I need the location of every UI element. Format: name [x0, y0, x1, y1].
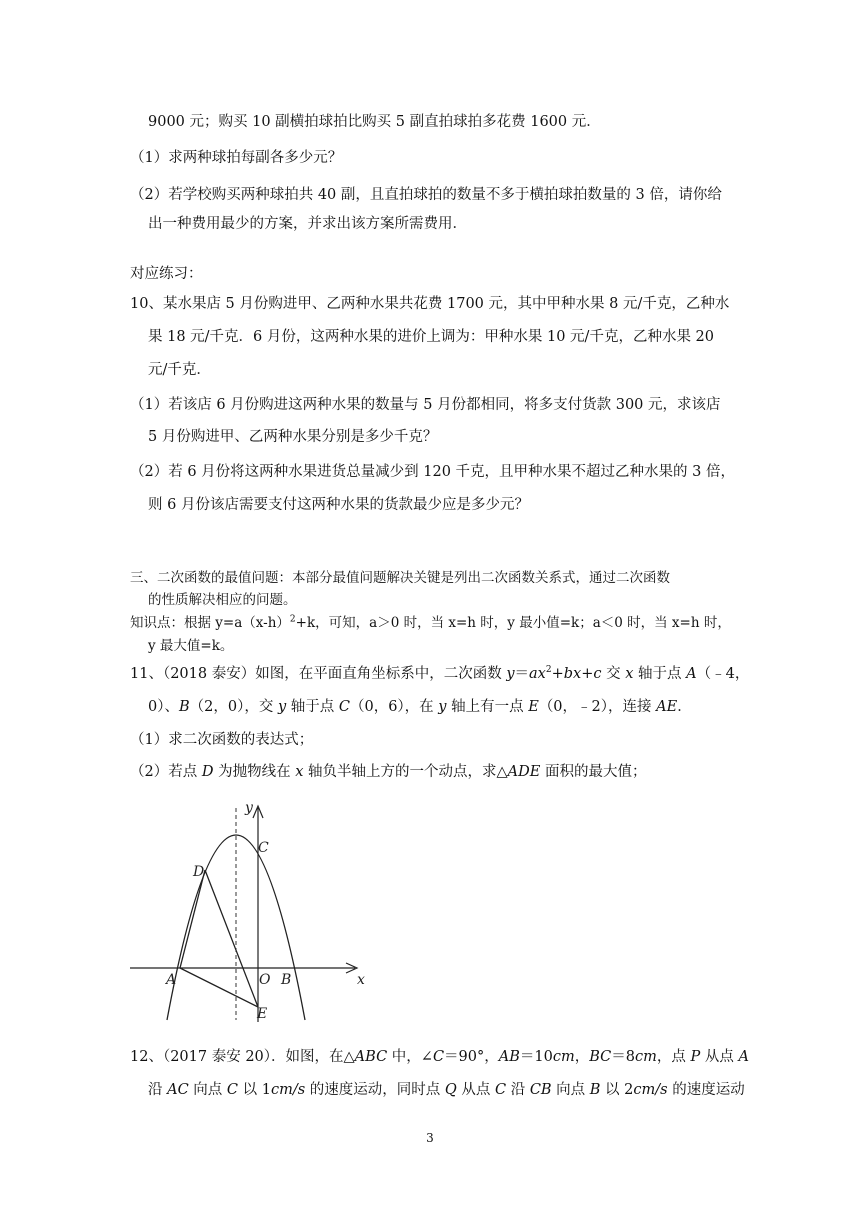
q12-l2-C2: C	[495, 1082, 507, 1098]
q11-p2-a: （2）若点	[130, 764, 202, 780]
label-y: y	[245, 800, 253, 816]
q12-l1-h: 从点	[700, 1049, 739, 1065]
q11-l2-a: 0）、	[148, 699, 179, 715]
segment-AE	[180, 968, 258, 1007]
practice-heading: 对应练习：	[130, 266, 203, 282]
q10-part2-line2: 则 6 月份该店需要支付这两种水果的货款最少应是多少元？	[148, 497, 529, 513]
q11-l1-text-c: 轴于点	[633, 666, 687, 682]
q12-l1-a: 12、（2017 泰安 20）．如图，在△	[130, 1049, 355, 1065]
q12-l2-e: 从点	[456, 1082, 495, 1098]
q12-l2-f: 沿	[506, 1082, 530, 1098]
q11-eq-bx: bx	[563, 666, 582, 682]
q12-l1-P: P	[690, 1049, 701, 1065]
q12-l1-b: 中，∠	[387, 1049, 433, 1065]
q11-l2-b: （2，0），交	[189, 699, 278, 715]
q11-l1-A: A	[686, 666, 697, 682]
section3-line1: 三、二次函数的最值问题：本部分最值问题解决关键是列出二次函数关系式，通过二次函数	[130, 570, 670, 586]
label-D: D	[193, 864, 205, 880]
q12-l2-Q: Q	[444, 1082, 457, 1098]
q12-l1-cm1: cm	[552, 1049, 575, 1065]
q11-p2-ADE: ADE	[507, 764, 541, 780]
q11-eq-ax: ax	[529, 666, 546, 682]
q9-part2-line2: 出一种费用最少的方案，并求出该方案所需费用．	[148, 216, 467, 232]
q12-l2-AC: AC	[167, 1082, 189, 1098]
q12-l2-a: 沿	[148, 1082, 168, 1098]
q12-l1-f: ＝8	[611, 1049, 635, 1065]
knowledge-text-b: +k，可知，a＞0 时，当 x=h 时，y 最小值=k；a＜0 时，当 x=h 时，	[295, 615, 731, 631]
q11-eq-y: y	[506, 666, 515, 682]
q12-line2	[148, 1080, 745, 1100]
q10-part1-line2: 5 月份购进甲、乙两种水果分别是多少千克？	[148, 429, 438, 445]
label-B: B	[281, 972, 292, 988]
q10-part2-line1: （2）若 6 月份将这两种水果进货总量减少到 120 千克，且甲种水果不超过乙种水果的 3 倍，	[130, 464, 736, 480]
q11-l2-f: （0，﹣2），连接	[538, 699, 657, 715]
q12-l2-C: C	[226, 1082, 239, 1098]
q12-l1-d: ＝10	[519, 1049, 553, 1065]
q12-l1-BC: BC	[589, 1049, 612, 1065]
q11-l2-c: 轴于点	[286, 699, 339, 715]
q12-l2-d: 的速度运动，同时点	[305, 1082, 445, 1098]
q11-eq-equals: ＝	[514, 666, 530, 682]
q9-part2-line1: （2）若学校购买两种球拍共 40 副，且直拍球拍的数量不多于横拍球拍数量的 3 倍，请你给	[130, 187, 722, 203]
q11-eq-plus1: +	[551, 666, 564, 682]
q11-eq-plus2: +	[581, 666, 594, 682]
knowledge-text-a: 知识点：根据 y=a（x-h）	[130, 615, 290, 631]
q11-p2-x: x	[295, 764, 304, 780]
label-A: A	[166, 972, 177, 988]
q12-l2-cms1: cm/s	[270, 1082, 306, 1098]
section3-line2: 的性质解决相应的问题。	[148, 592, 297, 608]
q11-l2-C: C	[338, 699, 350, 715]
label-C: C	[258, 840, 269, 856]
q12-line1	[130, 1047, 749, 1067]
q12-l1-cm2: cm	[634, 1049, 657, 1065]
q12-l2-cms2: cm/s	[633, 1082, 668, 1098]
q12-l1-AB: AB	[498, 1049, 520, 1065]
q12-l1-g: ，点	[656, 1049, 691, 1065]
q12-l2-i: 的速度运动	[667, 1082, 745, 1098]
q11-l2-B: B	[178, 699, 190, 715]
knowledge-line2: y 最大值=k。	[148, 638, 234, 654]
q12-l2-B: B	[589, 1082, 601, 1098]
q11-eq-exponent: 2	[545, 665, 552, 676]
q12-l2-b: 向点	[188, 1082, 227, 1098]
q11-l2-d: （0，6），在	[349, 699, 439, 715]
q11-l2-AE: AE	[656, 699, 678, 715]
q12-l1-c: ＝90°，	[444, 1049, 499, 1065]
q12-l1-ABC: ABC	[354, 1049, 388, 1065]
page-number: 3	[426, 1131, 434, 1145]
label-x: x	[357, 972, 365, 988]
q11-l1-text-d: （﹣4，	[696, 666, 750, 682]
q11-l2-e: 轴上有一点	[446, 699, 529, 715]
q12-l2-c: 以 1	[238, 1082, 271, 1098]
q10-part1-line1: （1）若该店 6 月份购进这两种水果的数量与 5 月份都相同，将多支付货款 300 元，求该店	[130, 397, 721, 413]
q11-l1-text-b: 交	[601, 666, 626, 682]
q9-part1: （1）求两种球拍每副各多少元？	[130, 150, 343, 166]
q9-line0: 9000 元；购买 10 副横拍球拍比购买 5 副直拍球拍多花费 1600 元．	[148, 114, 601, 130]
q11-l2-y2: y	[438, 699, 447, 715]
segment-DE	[205, 870, 258, 1007]
q12-l1-C: C	[432, 1049, 445, 1065]
knowledge-exponent: 2	[289, 614, 296, 625]
q11-p2-c: 轴负半轴上方的一个动点，求△	[303, 764, 508, 780]
q11-p2-b: 为抛物线在	[213, 764, 296, 780]
q12-l1-A: A	[738, 1049, 749, 1065]
q11-part1: （1）求二次函数的表达式；	[130, 732, 314, 748]
q11-p2-d: 面积的最大值；	[540, 764, 647, 780]
label-O: O	[259, 972, 271, 988]
q10-line3: 元/千克．	[148, 362, 211, 378]
q12-l1-e: ，	[574, 1049, 590, 1065]
q10-line1: 10、某水果店 5 月份购进甲、乙两种水果共花费 1700 元，其中甲种水果 8 元/千克，乙种水	[130, 296, 730, 312]
q11-eq-c: c	[593, 666, 602, 682]
segment-AD	[180, 870, 205, 968]
q12-l2-h: 以 2	[600, 1082, 634, 1098]
q12-l2-g: 向点	[551, 1082, 590, 1098]
q11-l2-E: E	[528, 699, 539, 715]
q11-l1-text: 11、（2018 泰安）如图，在平面直角坐标系中，二次函数	[130, 666, 507, 682]
q11-l2-y: y	[277, 699, 287, 715]
q11-p2-D: D	[201, 764, 214, 780]
q10-line2: 果 18 元/千克．6 月份，这两种水果的进价上调为：甲种水果 10 元/千克，乙种水果 20	[148, 329, 714, 345]
q11-l1-x: x	[625, 666, 634, 682]
q12-l2-CB: CB	[529, 1082, 552, 1098]
label-E: E	[257, 1006, 268, 1022]
q11-l2-g: ．	[677, 699, 692, 715]
